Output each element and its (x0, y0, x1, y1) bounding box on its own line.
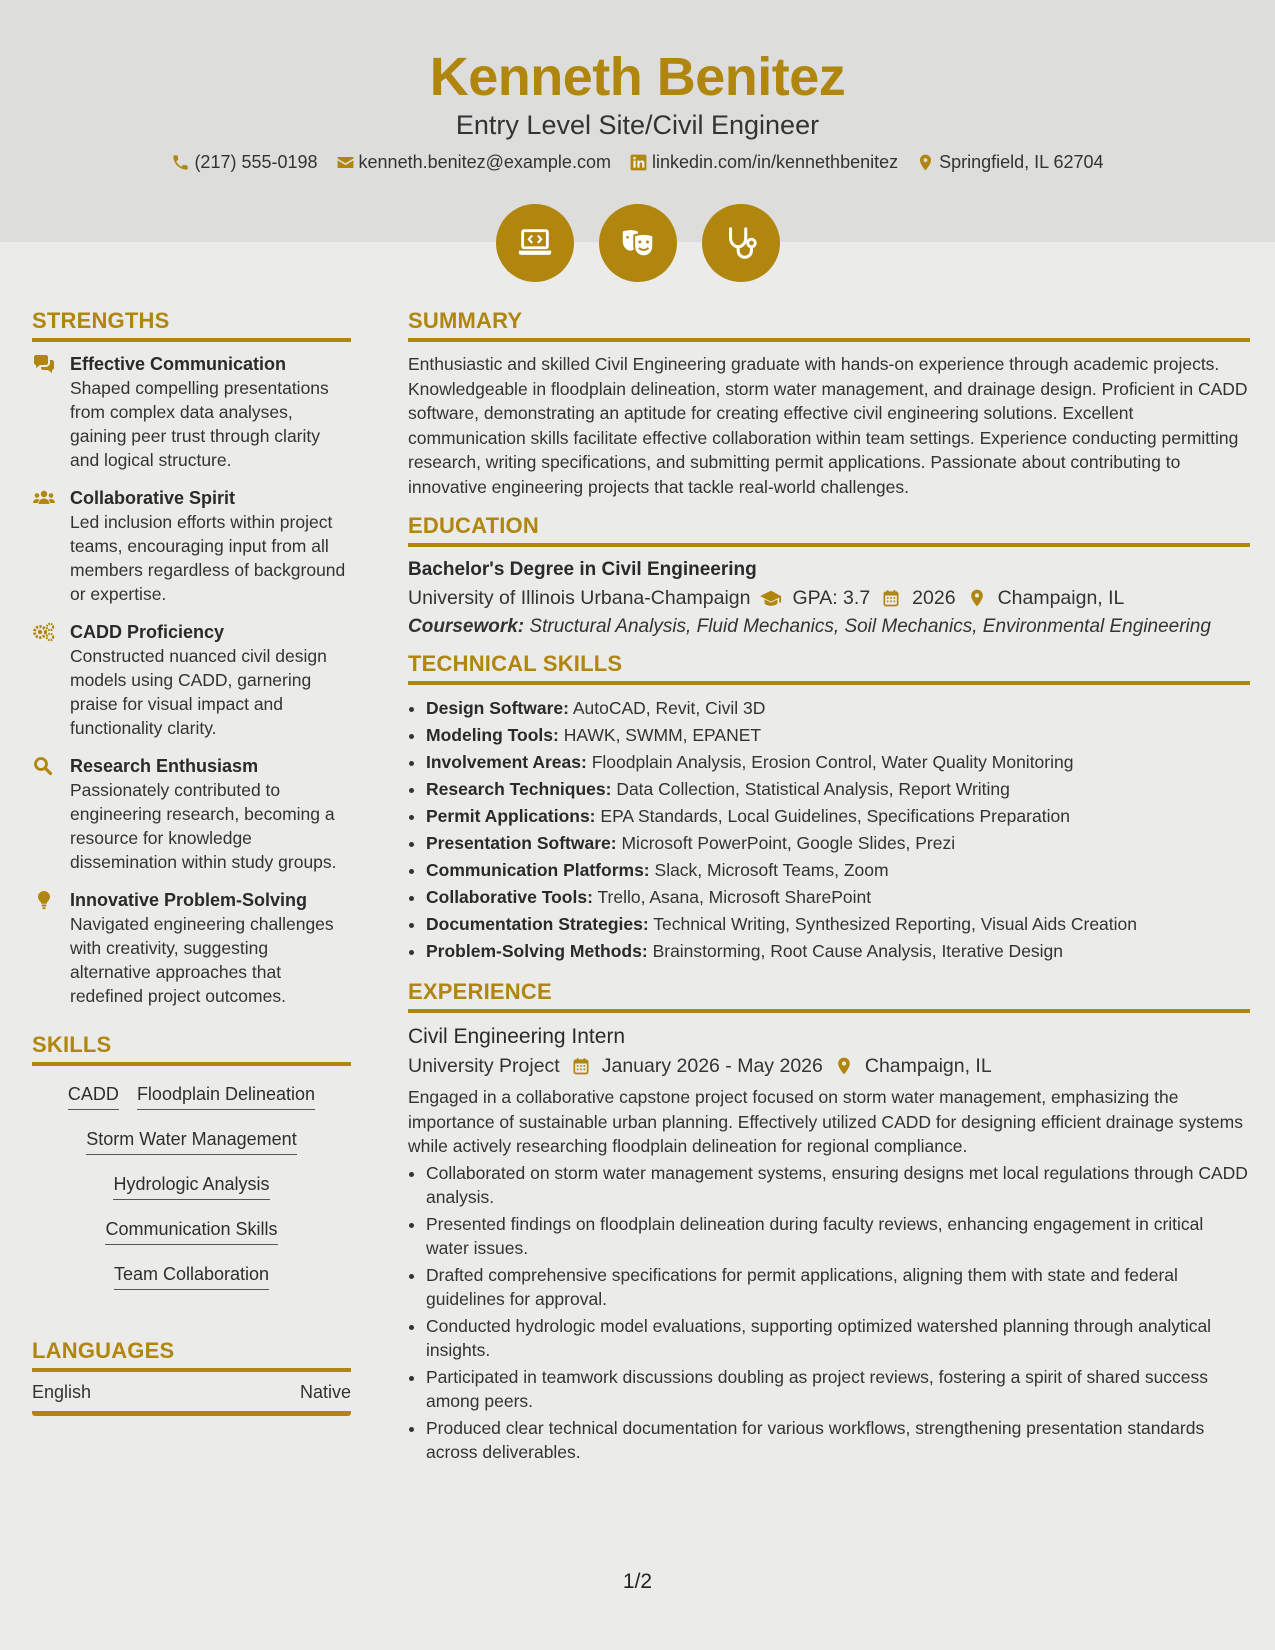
contact-phone[interactable] (171, 152, 317, 173)
job-title: Entry Level Site/Civil Engineer (455, 110, 820, 140)
list-item (426, 884, 1250, 911)
list-item (426, 749, 1250, 776)
coursework (408, 615, 1250, 639)
list-item: • Produced clear technical documentation for various workflows, strengthening presentation standards across deliverables. (426, 1416, 1250, 1465)
languages-heading: LANGUAGES (32, 1338, 351, 1372)
strength-item (32, 888, 351, 1008)
stethoscope-icon (722, 224, 760, 262)
envelope-icon (336, 153, 355, 172)
experience-dates: January 2026 - May 2026 (601, 1055, 823, 1077)
experience-org: University Project (408, 1055, 560, 1077)
experience-location: Champaign, IL (864, 1055, 992, 1077)
language-name: English (32, 1382, 92, 1402)
calendar-icon (880, 588, 902, 608)
search-icon (32, 756, 56, 776)
experience-bullets (408, 1161, 1250, 1465)
right-column (408, 308, 1250, 1465)
strength-desc: Shaped compelling presentations from complex data analyses, gaining peer trust through clarity and logical structure. (70, 378, 329, 470)
tech-label: Involvement Areas: (426, 752, 587, 772)
contact-location (916, 152, 1103, 173)
gpa: GPA: 3.7 (792, 587, 871, 609)
tech-value: HAWK, SWMM, EPANET (563, 725, 762, 745)
tech-label: Research Techniques: (426, 779, 612, 799)
list-item (426, 857, 1250, 884)
contact-phone-text: (217) 555-0198 (194, 152, 318, 172)
tech-label: Presentation Software: (426, 833, 617, 853)
left-column (32, 308, 351, 1416)
contact-location-text: Springfield, IL 62704 (939, 152, 1104, 172)
users-icon (32, 488, 56, 508)
strengths-heading: STRENGTHS (32, 308, 351, 342)
tech-label: Documentation Strategies: (426, 914, 649, 934)
page-number: 1/2 (622, 1570, 653, 1593)
coursework-list: Structural Analysis, Fluid Mechanics, Soil Mechanics, Environmental Engineering (529, 616, 1211, 637)
interest-badges (0, 204, 1275, 282)
skill-tag: Communication Skills (105, 1217, 277, 1245)
skill-tag: Storm Water Management (86, 1127, 296, 1155)
tech-value: Technical Writing, Synthesized Reporting, Visual Aids Creation (653, 914, 1138, 934)
linkedin-icon (629, 153, 648, 172)
skill-tag: Team Collaboration (114, 1262, 269, 1290)
skills-heading: SKILLS (32, 1032, 351, 1066)
skill-tag: CADD (68, 1082, 119, 1110)
list-item (426, 776, 1250, 803)
contact-linkedin-text: linkedin.com/in/kennethbenitez (651, 152, 899, 172)
badge-stethoscope (702, 204, 780, 282)
tech-value: Microsoft PowerPoint, Google Slides, Prezi (621, 833, 956, 853)
summary-heading: SUMMARY (408, 308, 1250, 342)
list-item (426, 911, 1250, 938)
lightbulb-icon (32, 890, 56, 910)
tech-label: Permit Applications: (426, 806, 596, 826)
strength-item (32, 486, 351, 606)
tech-value: Brainstorming, Root Cause Analysis, Iterative Design (652, 941, 1064, 961)
skill-tag: Floodplain Delineation (137, 1082, 315, 1110)
list-item (426, 830, 1250, 857)
theater-masks-icon (619, 224, 657, 262)
list-item: • Drafted comprehensive specifications for permit applications, aligning them with state and federal guidelines for approval. (426, 1263, 1250, 1312)
graduation-year: 2026 (912, 587, 956, 609)
tech-value: Slack, Microsoft Teams, Zoom (654, 860, 889, 880)
location-pin-icon (833, 1056, 855, 1076)
language-row (32, 1372, 351, 1416)
list-item (426, 803, 1250, 830)
tech-value: EPA Standards, Local Guidelines, Specifications Preparation (600, 806, 1070, 826)
list-item (426, 722, 1250, 749)
tech-value: Floodplain Analysis, Erosion Control, Water Quality Monitoring (591, 752, 1074, 772)
list-item: • Presented findings on floodplain delineation during faculty reviews, enhancing engagement in critical water issues. (426, 1212, 1250, 1261)
tech-label: Communication Platforms: (426, 860, 650, 880)
comments-icon (32, 354, 56, 374)
tech-label: Modeling Tools: (426, 725, 559, 745)
tech-value: Trello, Asana, Microsoft SharePoint (597, 887, 872, 907)
strength-desc: Navigated engineering challenges with creativity, suggesting alternative approaches that redefined project outcomes. (70, 914, 334, 1006)
strength-title: Innovative Problem-Solving (70, 890, 308, 910)
contact-email-text: kenneth.benitez@example.com (358, 152, 611, 172)
degree: Bachelor's Degree in Civil Engineering (408, 559, 757, 580)
candidate-name: Kenneth Benitez (429, 47, 846, 107)
skills-list (32, 1076, 351, 1298)
strength-title: Research Enthusiasm (70, 756, 259, 776)
experience-heading: EXPERIENCE (408, 979, 1250, 1013)
school-name: University of Illinois Urbana-Champaign (408, 587, 751, 609)
education-location: Champaign, IL (997, 587, 1125, 609)
tech-label: Collaborative Tools: (426, 887, 593, 907)
list-item (426, 938, 1250, 965)
location-pin-icon (916, 153, 935, 172)
strength-item (32, 620, 351, 740)
technical-skills-heading: TECHNICAL SKILLS (408, 651, 1250, 685)
strength-desc: Passionately contributed to engineering research, becoming a resource for knowledge dissemination within study groups. (70, 780, 337, 872)
strength-item (32, 754, 351, 874)
list-item (426, 695, 1250, 722)
strength-desc: Constructed nuanced civil design models using CADD, garnering praise for visual impact and functionality clarity. (70, 646, 327, 738)
technical-skills-list (408, 695, 1250, 965)
strength-desc: Led inclusion efforts within project teams, encouraging input from all members regardless of background or expertise. (70, 512, 346, 604)
experience-description: Engaged in a collaborative capstone project focused on storm water management, emphasizing the importance of sustainable urban planning. Effectively utilized CADD for designing efficient drainage systems while actively researching floodplain delineation for regional compliance. (408, 1087, 1243, 1156)
list-item: • Participated in teamwork discussions doubling as project reviews, fostering a spirit of shared success among peers. (426, 1365, 1250, 1414)
tech-label: Problem-Solving Methods: (426, 941, 648, 961)
experience-meta (408, 1051, 1250, 1081)
calendar-icon (570, 1056, 592, 1076)
phone-icon (171, 153, 190, 172)
contact-linkedin[interactable] (629, 152, 898, 173)
badge-laptop (496, 204, 574, 282)
cogs-icon (32, 622, 56, 642)
summary-text: Enthusiastic and skilled Civil Engineering graduate with hands-on experience through academic projects. Knowledgeable in floodplain delineation, storm water management, and drainage design. Proficient in CADD software, demonstrating an aptitude for creating effective civil engineering solutions. Excellent communication skills facilitate effective collaboration within team settings. Experience conducting permitting research, writing specifications, and submitting permit applications. Passionate about contributing to innovative engineering projects that tackle real-world challenges. (408, 354, 1248, 497)
coursework-label: Coursework: (408, 616, 525, 637)
badge-masks (599, 204, 677, 282)
strength-item (32, 352, 351, 472)
location-pin-icon (966, 588, 988, 608)
contact-email[interactable] (336, 152, 611, 173)
skill-tag: Hydrologic Analysis (113, 1172, 269, 1200)
education-meta (408, 583, 1250, 613)
tech-value: AutoCAD, Revit, Civil 3D (572, 698, 766, 718)
tech-label: Design Software: (426, 698, 569, 718)
graduation-cap-icon (760, 588, 782, 608)
contact-row (0, 152, 1275, 173)
list-item: • Collaborated on storm water management systems, ensuring designs met local regulations through CADD analysis. (426, 1161, 1250, 1210)
strength-title: CADD Proficiency (70, 622, 225, 642)
laptop-code-icon (516, 224, 554, 262)
experience-role: Civil Engineering Intern (408, 1025, 626, 1048)
strength-title: Effective Communication (70, 354, 287, 374)
language-level: Native (299, 1382, 351, 1402)
education-heading: EDUCATION (408, 513, 1250, 547)
strength-title: Collaborative Spirit (70, 488, 236, 508)
list-item: • Conducted hydrologic model evaluations, supporting optimized watershed planning through analytical insights. (426, 1314, 1250, 1363)
tech-value: Data Collection, Statistical Analysis, Report Writing (616, 779, 1010, 799)
